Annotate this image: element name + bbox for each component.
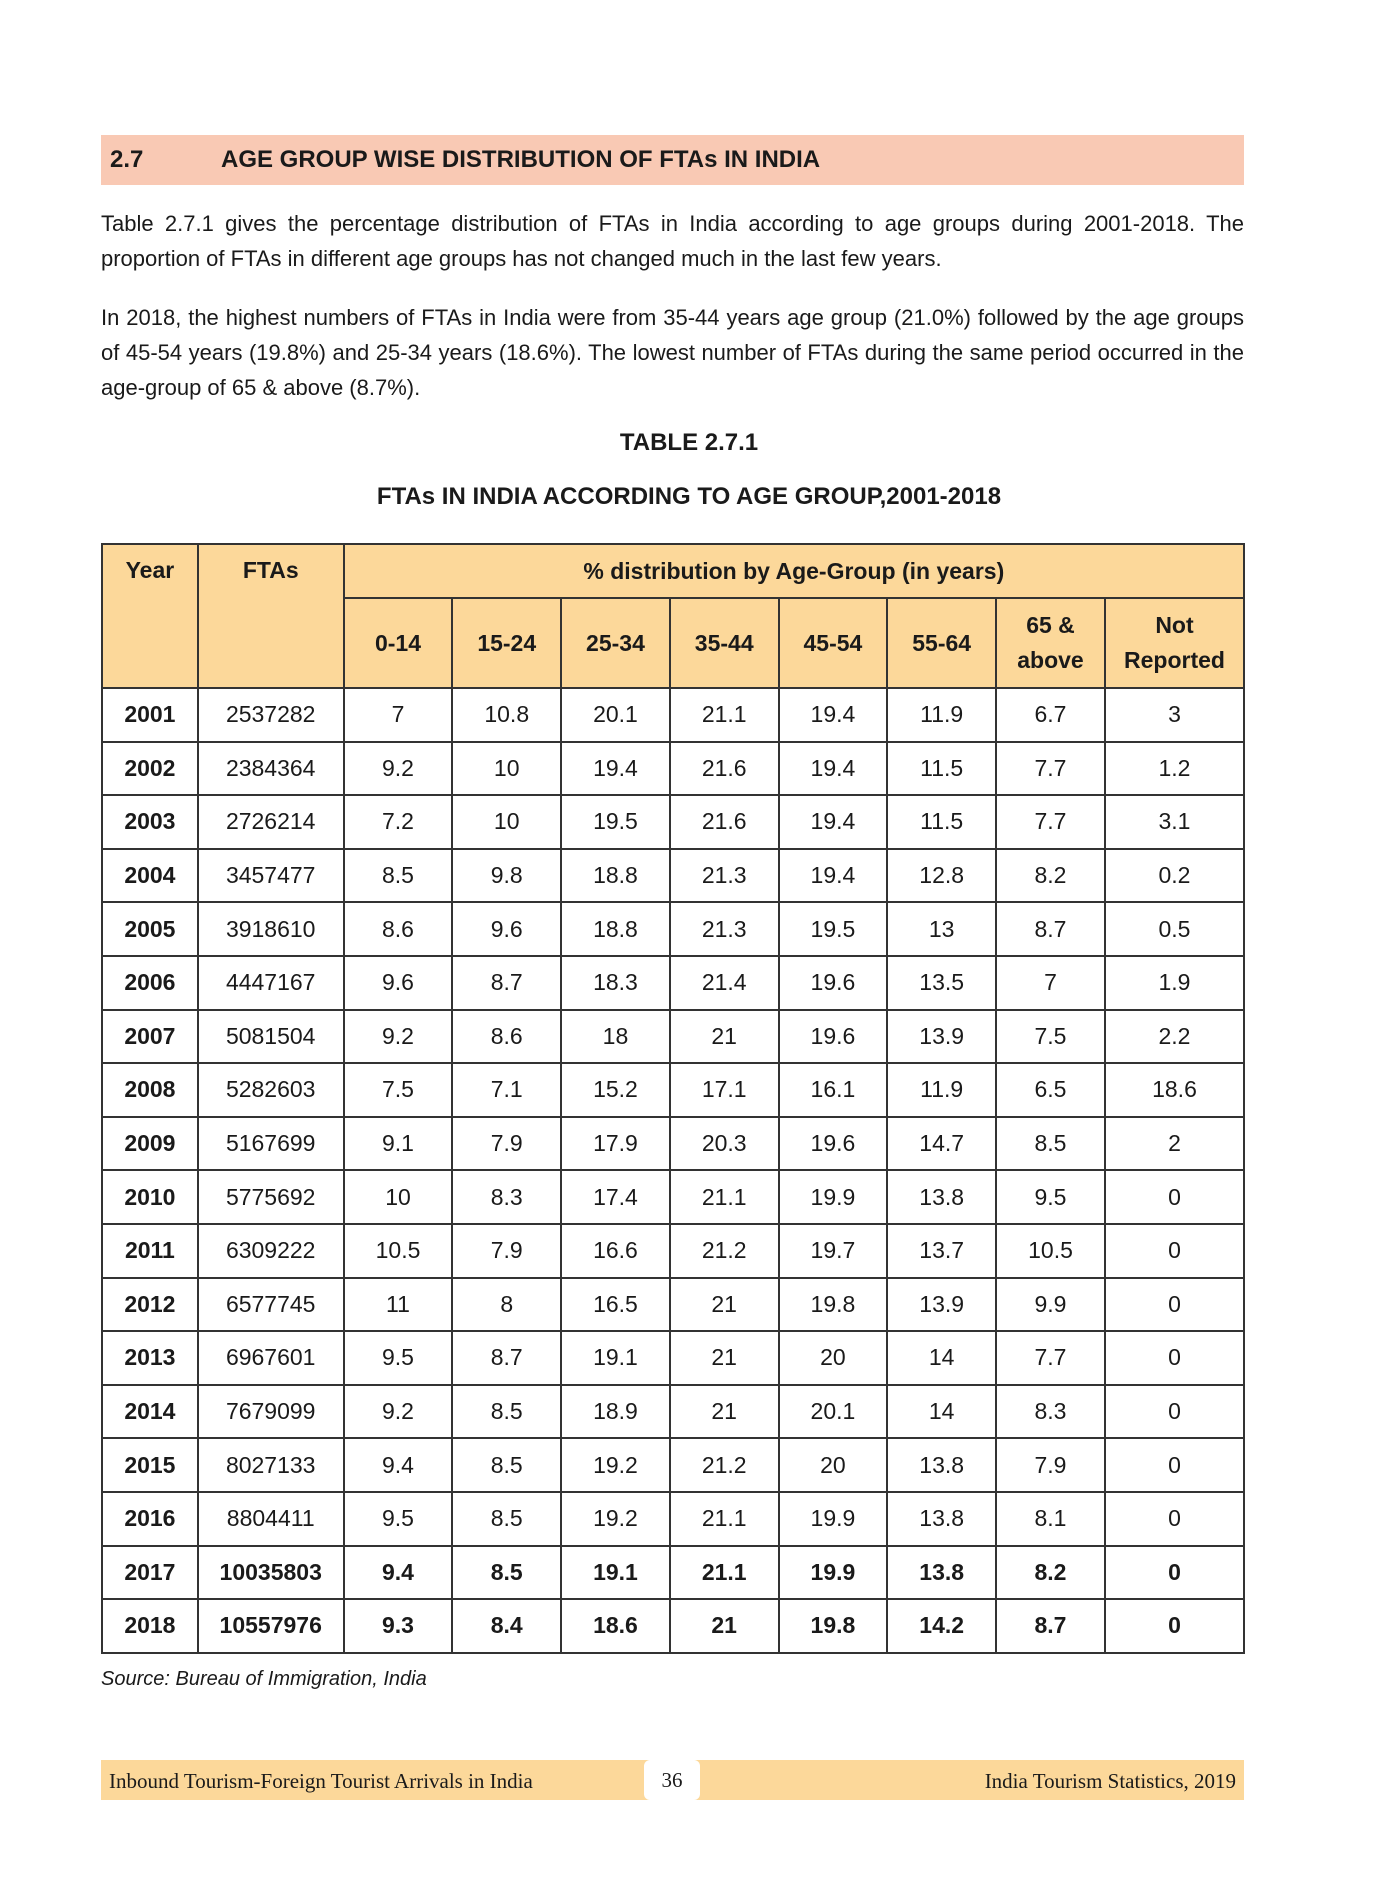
ftas-cell: 2384364 (198, 742, 344, 796)
percent-cell: 8.6 (452, 1010, 561, 1064)
ftas-cell: 8027133 (198, 1438, 344, 1492)
year-cell: 2002 (102, 742, 198, 796)
table-row (102, 1546, 1244, 1600)
header-age-col: Not Reported (1105, 598, 1244, 688)
percent-cell: 14.7 (887, 1117, 996, 1171)
percent-cell: 13.9 (887, 1278, 996, 1332)
ftas-cell: 3457477 (198, 849, 344, 903)
percent-cell: 8.7 (996, 902, 1105, 956)
percent-cell: 7.7 (996, 1331, 1105, 1385)
percent-cell: 9.8 (452, 849, 561, 903)
percent-cell: 19.9 (779, 1170, 888, 1224)
table-row (102, 902, 1244, 956)
percent-cell: 3.1 (1105, 795, 1244, 849)
year-cell: 2006 (102, 956, 198, 1010)
percent-cell: 13.5 (887, 956, 996, 1010)
year-cell: 2003 (102, 795, 198, 849)
table-row (102, 1438, 1244, 1492)
percent-cell: 8.1 (996, 1492, 1105, 1546)
ftas-cell: 2537282 (198, 688, 344, 742)
percent-cell: 21.1 (670, 1546, 779, 1600)
percent-cell: 9.5 (344, 1492, 453, 1546)
percent-cell: 11.9 (887, 1063, 996, 1117)
percent-cell: 13.8 (887, 1492, 996, 1546)
percent-cell: 0 (1105, 1438, 1244, 1492)
percent-cell: 21.2 (670, 1438, 779, 1492)
percent-cell: 19.5 (561, 795, 670, 849)
percent-cell: 9.3 (344, 1599, 453, 1653)
percent-cell: 18.3 (561, 956, 670, 1010)
table-row (102, 1117, 1244, 1171)
footer-right-text: India Tourism Statistics, 2019 (984, 1769, 1236, 1793)
percent-cell: 13.8 (887, 1546, 996, 1600)
year-cell: 2010 (102, 1170, 198, 1224)
year-cell: 2012 (102, 1278, 198, 1332)
percent-cell: 21.6 (670, 795, 779, 849)
header-age-col: 55-64 (887, 598, 996, 688)
ftas-cell: 6967601 (198, 1331, 344, 1385)
percent-cell: 19.4 (779, 688, 888, 742)
year-cell: 2013 (102, 1331, 198, 1385)
header-age-col: 35-44 (670, 598, 779, 688)
percent-cell: 9.5 (344, 1331, 453, 1385)
percent-cell: 8.5 (344, 849, 453, 903)
table-row (102, 956, 1244, 1010)
table-title: FTAs IN INDIA ACCORDING TO AGE GROUP,2001-2018 (376, 483, 1002, 510)
percent-cell: 21.4 (670, 956, 779, 1010)
percent-cell: 19.4 (779, 742, 888, 796)
ftas-cell: 3918610 (198, 902, 344, 956)
percent-cell: 13 (887, 902, 996, 956)
paragraph-2: In 2018, the highest numbers of FTAs in India were from 35-44 years age group (21.0%) followed by the age groups of 45-54 years (19.8%) and 25-34 years (18.6%). The lowest number of FTAs during the same period occurred in the age-group of 65 & above (8.7%). (101, 305, 1244, 400)
percent-cell: 10 (344, 1170, 453, 1224)
percent-cell: 8.5 (452, 1492, 561, 1546)
percent-cell: 9.6 (452, 902, 561, 956)
percent-cell: 17.1 (670, 1063, 779, 1117)
percent-cell: 10.8 (452, 688, 561, 742)
year-cell: 2001 (102, 688, 198, 742)
percent-cell: 20 (779, 1438, 888, 1492)
percent-cell: 9.1 (344, 1117, 453, 1171)
ftas-cell: 5282603 (198, 1063, 344, 1117)
table-number: TABLE 2.7.1 (619, 429, 759, 456)
percent-cell: 7.9 (996, 1438, 1105, 1492)
percent-cell: 0 (1105, 1278, 1244, 1332)
percent-cell: 19.2 (561, 1492, 670, 1546)
table-row (102, 1492, 1244, 1546)
percent-cell: 21.6 (670, 742, 779, 796)
percent-cell: 18.6 (1105, 1063, 1244, 1117)
percent-cell: 18 (561, 1010, 670, 1064)
table-row (102, 1599, 1244, 1653)
ftas-cell: 2726214 (198, 795, 344, 849)
percent-cell: 19.2 (561, 1438, 670, 1492)
ftas-cell: 10557976 (198, 1599, 344, 1653)
percent-cell: 6.5 (996, 1063, 1105, 1117)
table-body (102, 688, 1244, 1653)
percent-cell: 16.1 (779, 1063, 888, 1117)
percent-cell: 8.5 (452, 1546, 561, 1600)
year-cell: 2014 (102, 1385, 198, 1439)
percent-cell: 8.5 (452, 1385, 561, 1439)
year-cell: 2008 (102, 1063, 198, 1117)
ftas-cell: 6577745 (198, 1278, 344, 1332)
header-age-col: 25-34 (561, 598, 670, 688)
percent-cell: 8.6 (344, 902, 453, 956)
percent-cell: 19.6 (779, 1117, 888, 1171)
percent-cell: 9.5 (996, 1170, 1105, 1224)
percent-cell: 9.6 (344, 956, 453, 1010)
percent-cell: 19.6 (779, 1010, 888, 1064)
percent-cell: 0 (1105, 1224, 1244, 1278)
ftas-cell: 5775692 (198, 1170, 344, 1224)
year-cell: 2009 (102, 1117, 198, 1171)
percent-cell: 6.7 (996, 688, 1105, 742)
percent-cell: 19.1 (561, 1331, 670, 1385)
percent-cell: 18.6 (561, 1599, 670, 1653)
percent-cell: 7.5 (344, 1063, 453, 1117)
page-number: 36 (644, 1760, 700, 1800)
percent-cell: 19.6 (779, 956, 888, 1010)
percent-cell: 19.5 (779, 902, 888, 956)
percent-cell: 21.3 (670, 902, 779, 956)
percent-cell: 7 (344, 688, 453, 742)
percent-cell: 14.2 (887, 1599, 996, 1653)
page-footer (101, 1760, 1244, 1800)
percent-cell: 10.5 (344, 1224, 453, 1278)
percent-cell: 19.8 (779, 1278, 888, 1332)
percent-cell: 20.1 (561, 688, 670, 742)
year-cell: 2004 (102, 849, 198, 903)
percent-cell: 20.3 (670, 1117, 779, 1171)
percent-cell: 7.7 (996, 795, 1105, 849)
percent-cell: 8.7 (452, 956, 561, 1010)
percent-cell: 20 (779, 1331, 888, 1385)
percent-cell: 9.4 (344, 1438, 453, 1492)
table-source: Source: Bureau of Immigration, India (101, 1668, 427, 1690)
percent-cell: 21 (670, 1010, 779, 1064)
header-ftas: FTAs (198, 544, 344, 688)
percent-cell: 11.9 (887, 688, 996, 742)
percent-cell: 1.2 (1105, 742, 1244, 796)
percent-cell: 8.2 (996, 1546, 1105, 1600)
table-row (102, 1224, 1244, 1278)
table-row (102, 688, 1244, 742)
percent-cell: 8.7 (452, 1331, 561, 1385)
ftas-cell: 5081504 (198, 1010, 344, 1064)
percent-cell: 1.9 (1105, 956, 1244, 1010)
percent-cell: 2 (1105, 1117, 1244, 1171)
percent-cell: 13.8 (887, 1438, 996, 1492)
percent-cell: 16.6 (561, 1224, 670, 1278)
percent-cell: 16.5 (561, 1278, 670, 1332)
percent-cell: 21 (670, 1385, 779, 1439)
percent-cell: 0 (1105, 1170, 1244, 1224)
table-row (102, 1170, 1244, 1224)
section-title: AGE GROUP WISE DISTRIBUTION OF FTAs IN INDIA (221, 146, 821, 173)
percent-cell: 21.1 (670, 688, 779, 742)
table-row (102, 1278, 1244, 1332)
header-age-col: 65 & above (996, 598, 1105, 688)
percent-cell: 0 (1105, 1546, 1244, 1600)
year-cell: 2015 (102, 1438, 198, 1492)
header-age-col: 0-14 (344, 598, 453, 688)
percent-cell: 9.9 (996, 1278, 1105, 1332)
percent-cell: 19.4 (779, 795, 888, 849)
percent-cell: 14 (887, 1331, 996, 1385)
percent-cell: 9.4 (344, 1546, 453, 1600)
table-row (102, 1331, 1244, 1385)
percent-cell: 8.3 (452, 1170, 561, 1224)
percent-cell: 19.1 (561, 1546, 670, 1600)
percent-cell: 9.2 (344, 1010, 453, 1064)
year-cell: 2011 (102, 1224, 198, 1278)
percent-cell: 0.2 (1105, 849, 1244, 903)
percent-cell: 13.9 (887, 1010, 996, 1064)
percent-cell: 0 (1105, 1492, 1244, 1546)
percent-cell: 21.2 (670, 1224, 779, 1278)
ftas-cell: 6309222 (198, 1224, 344, 1278)
ftas-cell: 7679099 (198, 1385, 344, 1439)
percent-cell: 3 (1105, 688, 1244, 742)
percent-cell: 19.8 (779, 1599, 888, 1653)
percent-cell: 21 (670, 1278, 779, 1332)
percent-cell: 18.9 (561, 1385, 670, 1439)
percent-cell: 8.5 (996, 1117, 1105, 1171)
header-age-col: 45-54 (779, 598, 888, 688)
ftas-cell: 10035803 (198, 1546, 344, 1600)
percent-cell: 7.1 (452, 1063, 561, 1117)
percent-cell: 19.4 (561, 742, 670, 796)
percent-cell: 10.5 (996, 1224, 1105, 1278)
footer-left-text: Inbound Tourism-Foreign Tourist Arrivals in India (109, 1769, 533, 1793)
percent-cell: 8.5 (452, 1438, 561, 1492)
table-row (102, 1385, 1244, 1439)
year-cell: 2007 (102, 1010, 198, 1064)
paragraph-1: Table 2.7.1 gives the percentage distribution of FTAs in India according to age groups during 2001-2018. The proportion of FTAs in different age groups has not changed much in the last few years. (101, 211, 1244, 271)
percent-cell: 18.8 (561, 849, 670, 903)
percent-cell: 19.9 (779, 1492, 888, 1546)
percent-cell: 0 (1105, 1331, 1244, 1385)
table-row (102, 742, 1244, 796)
ftas-cell: 4447167 (198, 956, 344, 1010)
percent-cell: 9.2 (344, 1385, 453, 1439)
header-age-col: 15-24 (452, 598, 561, 688)
percent-cell: 8.3 (996, 1385, 1105, 1439)
percent-cell: 13.7 (887, 1224, 996, 1278)
percent-cell: 21.3 (670, 849, 779, 903)
percent-cell: 2.2 (1105, 1010, 1244, 1064)
percent-cell: 10 (452, 795, 561, 849)
percent-cell: 8.7 (996, 1599, 1105, 1653)
percent-cell: 9.2 (344, 742, 453, 796)
percent-cell: 11.5 (887, 742, 996, 796)
section-heading (101, 135, 1244, 185)
percent-cell: 11 (344, 1278, 453, 1332)
percent-cell: 21.1 (670, 1492, 779, 1546)
percent-cell: 7.2 (344, 795, 453, 849)
percent-cell: 19.4 (779, 849, 888, 903)
ftas-cell: 5167699 (198, 1117, 344, 1171)
percent-cell: 19.9 (779, 1546, 888, 1600)
percent-cell: 18.8 (561, 902, 670, 956)
header-year: Year (102, 544, 198, 688)
percent-cell: 13.8 (887, 1170, 996, 1224)
table-row (102, 1010, 1244, 1064)
percent-cell: 20.1 (779, 1385, 888, 1439)
percent-cell: 7.9 (452, 1224, 561, 1278)
section-number: 2.7 (110, 146, 144, 173)
percent-cell: 0 (1105, 1599, 1244, 1653)
table-row (102, 795, 1244, 849)
age-distribution-table (101, 543, 1245, 1654)
year-cell: 2016 (102, 1492, 198, 1546)
percent-cell: 0 (1105, 1385, 1244, 1439)
year-cell: 2018 (102, 1599, 198, 1653)
percent-cell: 7 (996, 956, 1105, 1010)
percent-cell: 7.9 (452, 1117, 561, 1171)
percent-cell: 8 (452, 1278, 561, 1332)
percent-cell: 14 (887, 1385, 996, 1439)
percent-cell: 19.7 (779, 1224, 888, 1278)
ftas-cell: 8804411 (198, 1492, 344, 1546)
percent-cell: 0.5 (1105, 902, 1244, 956)
table-row (102, 1063, 1244, 1117)
percent-cell: 21.1 (670, 1170, 779, 1224)
percent-cell: 7.7 (996, 742, 1105, 796)
percent-cell: 11.5 (887, 795, 996, 849)
percent-cell: 21 (670, 1599, 779, 1653)
year-cell: 2017 (102, 1546, 198, 1600)
percent-cell: 15.2 (561, 1063, 670, 1117)
percent-cell: 7.5 (996, 1010, 1105, 1064)
percent-cell: 12.8 (887, 849, 996, 903)
percent-cell: 10 (452, 742, 561, 796)
percent-cell: 8.4 (452, 1599, 561, 1653)
table-row (102, 849, 1244, 903)
header-age-group: % distribution by Age-Group (in years) (344, 544, 1244, 598)
percent-cell: 17.9 (561, 1117, 670, 1171)
percent-cell: 17.4 (561, 1170, 670, 1224)
percent-cell: 21 (670, 1331, 779, 1385)
percent-cell: 8.2 (996, 849, 1105, 903)
year-cell: 2005 (102, 902, 198, 956)
